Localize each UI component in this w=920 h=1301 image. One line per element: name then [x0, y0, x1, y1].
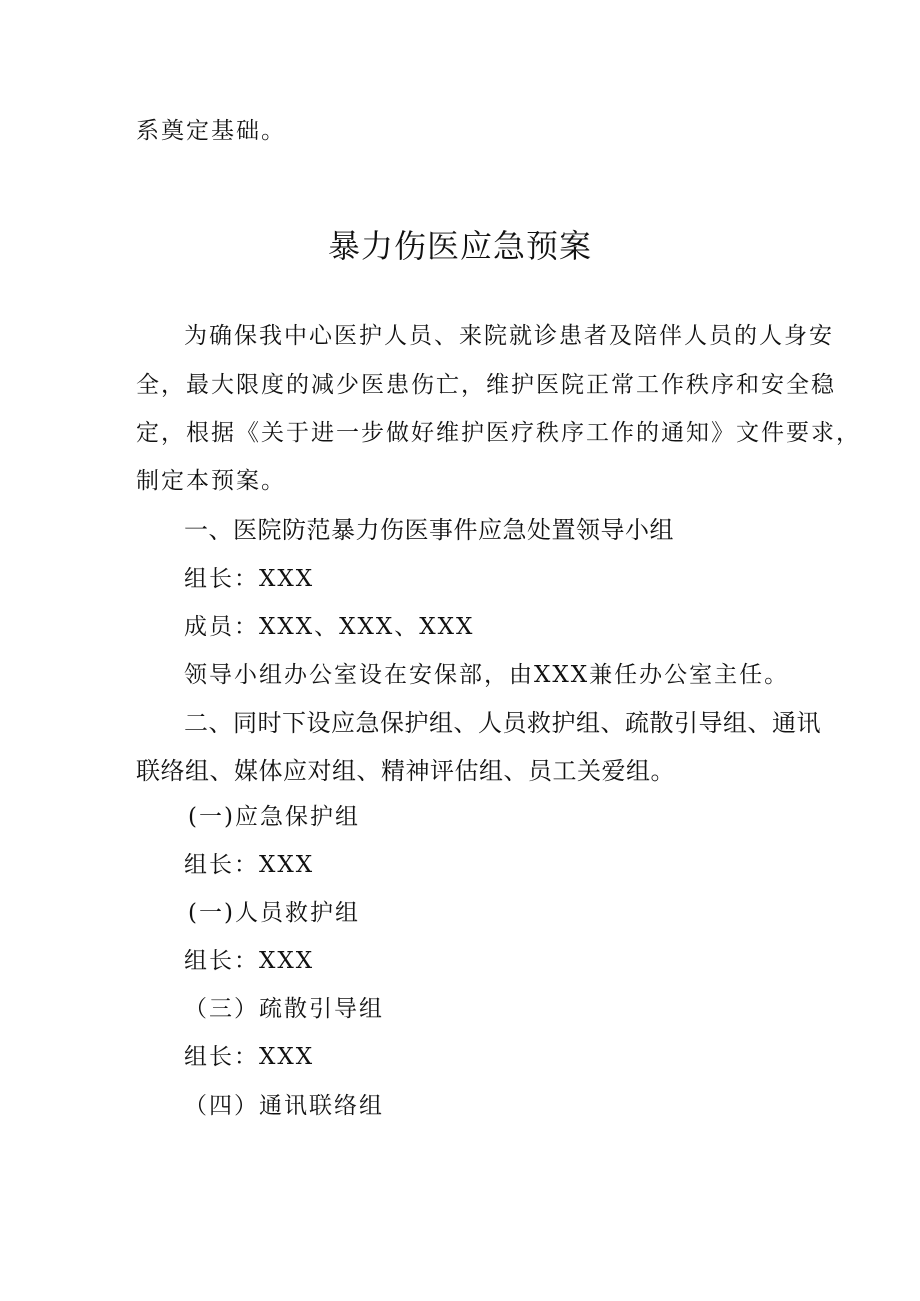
- document-title: 暴力伤医应急预案: [327, 227, 592, 265]
- section-2-heading-line-2: 联络组、媒体应对组、精神评估组、员工关爱组。: [136, 757, 675, 785]
- group-1-name: (一)应急保护组: [188, 804, 360, 830]
- group-3-name: （三）疏散引导组: [184, 996, 384, 1022]
- intro-line-2: 全，最大限度的减少医患伤亡，维护医院正常工作秩序和安全稳: [136, 372, 836, 398]
- group-1-leader: 组长：XXX: [184, 852, 315, 878]
- group-2-leader: 组长：XXX: [184, 948, 315, 974]
- section-1-heading: 一、医院防范暴力伤医事件应急处置领导小组: [184, 516, 674, 544]
- intro-line-4: 制定本预案。: [136, 468, 286, 494]
- intro-line-3: 定，根据《关于进一步做好维护医疗秩序工作的通知》文件要求，: [136, 420, 861, 446]
- group-2-name: (一)人员救护组: [188, 900, 360, 926]
- group-3-leader: 组长：XXX: [184, 1044, 315, 1070]
- previous-text-tail: 系奠定基础。: [136, 118, 286, 144]
- section-1-leader: 组长：XXX: [184, 566, 315, 592]
- group-4-name: （四）通讯联络组: [184, 1093, 384, 1119]
- intro-line-1: 为确保我中心医护人员、来院就诊患者及陪伴人员的人身安: [184, 323, 834, 349]
- section-1-office: 领导小组办公室设在安保部，由XXX兼任办公室主任。: [184, 662, 790, 688]
- section-2-heading-line-1: 二、同时下设应急保护组、人员救护组、疏散引导组、通讯: [184, 709, 821, 737]
- section-1-members: 成员：XXX、XXX、XXX: [184, 614, 475, 640]
